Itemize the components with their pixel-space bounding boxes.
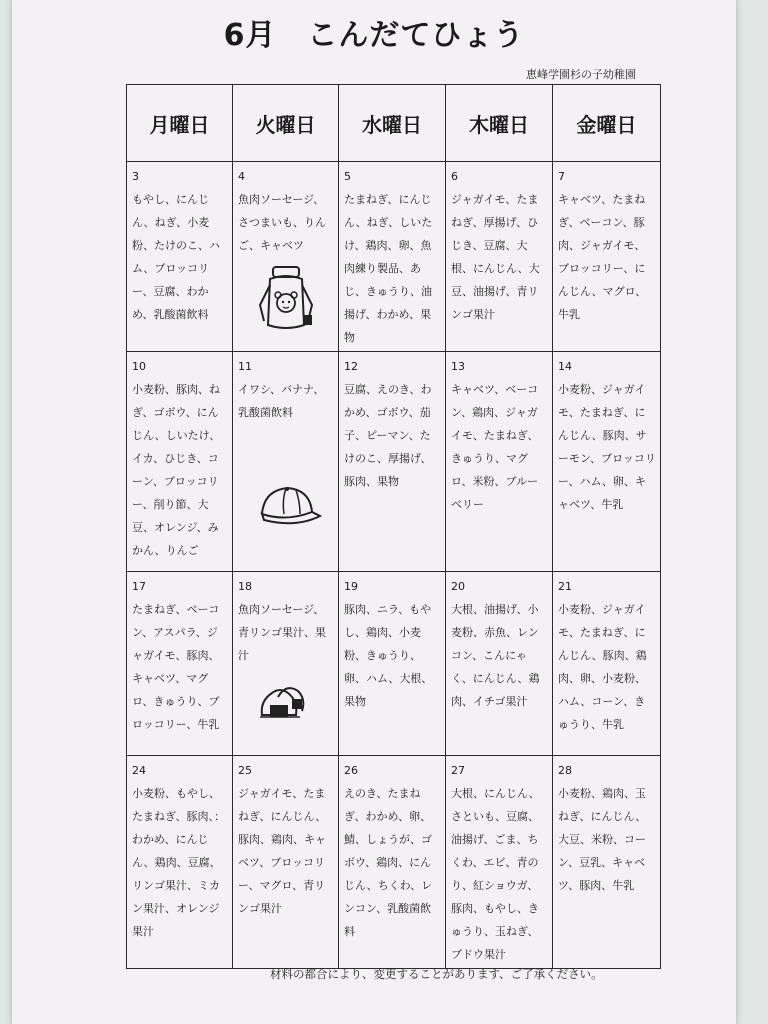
day-number: 28 bbox=[558, 764, 572, 777]
week-row-3 bbox=[127, 572, 661, 756]
day-number: 20 bbox=[451, 580, 465, 593]
day-cell bbox=[446, 162, 553, 352]
ingredient-list: 豚肉、ニラ、もやし、鶏肉、小麦粉、きゅうり、卵、ハム、大根、果物 bbox=[344, 603, 433, 708]
day-number: 7 bbox=[558, 170, 565, 183]
weekday-header-mon: 月曜日 bbox=[127, 85, 233, 162]
page-title: 6月 こんだてひょう bbox=[223, 18, 525, 53]
day-cell bbox=[553, 352, 661, 572]
day-number: 26 bbox=[344, 764, 358, 777]
day-cell bbox=[553, 162, 661, 352]
week-row-4 bbox=[127, 756, 661, 969]
ingredient-list: キャベツ、たまねぎ、ベーコン、豚肉、ジャガイモ、ブロッコリー、にんじん、マグロ、牛乳 bbox=[558, 193, 647, 321]
ingredient-list: キャベツ、ベーコン、鶏肉、ジャガイモ、たまねぎ、きゅうり、マグロ、米粉、ブルーベリー bbox=[451, 383, 539, 511]
day-number: 19 bbox=[344, 580, 358, 593]
ingredient-list: イワシ、バナナ、乳酸菌飲料 bbox=[238, 383, 325, 419]
day-number: 13 bbox=[451, 360, 465, 373]
day-cell bbox=[233, 162, 339, 352]
day-number: 4 bbox=[238, 170, 245, 183]
day-number: 21 bbox=[558, 580, 572, 593]
weekday-header-thu: 木曜日 bbox=[446, 85, 553, 162]
ingredient-list: 小麦粉、豚肉、ねぎ、ゴボウ、にんじん、しいたけ、イカ、ひじき、コーン、ブロッコリー、削り節、大豆、オレンジ、みかん、りんご bbox=[132, 383, 221, 557]
ingredient-list: たまねぎ、ベーコン、アスパラ、ジャガイモ、豚肉、キャベツ、マグロ、きゅうり、ブロッコリー、牛乳 bbox=[132, 603, 220, 731]
ingredient-list: たまねぎ、にんじん、ねぎ、しいたけ、鶏肉、卵、魚肉練り製品、あじ、きゅうり、油揚げ、わかめ、果物 bbox=[344, 193, 433, 344]
day-cell bbox=[127, 756, 233, 969]
week-row-2 bbox=[127, 352, 661, 572]
day-number: 24 bbox=[132, 764, 146, 777]
day-cell bbox=[446, 352, 553, 572]
day-cell bbox=[553, 572, 661, 756]
ingredient-list: ジャガイモ、たまねぎ、厚揚げ、ひじき、豆腐、大根、にんじん、大豆、油揚げ、青リンゴ果汁 bbox=[451, 193, 540, 321]
footer-note: 材料の都合により、変更することがあります、ご了承ください。 bbox=[270, 967, 603, 981]
weekday-header-wed: 水曜日 bbox=[339, 85, 446, 162]
day-cell bbox=[339, 352, 446, 572]
ingredient-list: ジャガイモ、たまねぎ、にんじん、豚肉、鶏肉、キャベツ、ブロッコリー、マグロ、青リンゴ果汁 bbox=[238, 787, 327, 915]
ingredient-list: 大根、油揚げ、小麦粉、赤魚、レンコン、こんにゃく、にんじん、鶏肉、イチゴ果汁 bbox=[451, 603, 540, 708]
day-number: 5 bbox=[344, 170, 351, 183]
ingredient-list: 豆腐、えのき、わかめ、ゴボウ、茄子、ピーマン、たけのこ、厚揚げ、豚肉、果物 bbox=[344, 383, 432, 488]
day-number: 17 bbox=[132, 580, 146, 593]
day-number: 27 bbox=[451, 764, 465, 777]
day-number: 14 bbox=[558, 360, 572, 373]
menu-sheet bbox=[12, 0, 736, 1024]
rice-ball-icon bbox=[256, 677, 306, 723]
ingredient-list: 小麦粉、もやし、たまねぎ、豚肉、： わかめ、にんじん、鶏肉、豆腐、リンゴ果汁、ミカン果汁、オレンジ果汁 bbox=[132, 787, 231, 938]
ingredient-list: えのき、たまねぎ、わかめ、卵、鯖、しょうが、ゴボウ、鶏肉、にんじん、ちくわ、レンコン、乳酸菌飲料 bbox=[344, 787, 433, 938]
ingredient-list: 小麦粉、ジャガイモ、たまねぎ、にんじん、豚肉、鶏肉、卵、小麦粉、ハム、コーン、きゅうり、牛乳 bbox=[558, 603, 647, 731]
weekday-header-fri: 金曜日 bbox=[553, 85, 661, 162]
weekday-header-row bbox=[127, 85, 661, 162]
day-cell bbox=[233, 756, 339, 969]
day-cell bbox=[233, 572, 339, 756]
day-number: 12 bbox=[344, 360, 358, 373]
ingredient-list: 大根、にんじん、さといも、豆腐、油揚げ、ごま、ちくわ、エビ、青のり、紅ショウガ、豚肉、もやし、きゅうり、玉ねぎ、ブドウ果汁 bbox=[451, 787, 540, 961]
day-cell bbox=[127, 352, 233, 572]
ingredient-list: 小麦粉、鶏肉、玉ねぎ、にんじん、大豆、米粉、コーン、豆乳、キャベツ、豚肉、牛乳 bbox=[558, 787, 647, 892]
thermos-bottle-icon bbox=[256, 265, 318, 331]
day-cell bbox=[553, 756, 661, 969]
day-number: 11 bbox=[238, 360, 252, 373]
day-cell bbox=[127, 572, 233, 756]
menu-table bbox=[126, 84, 661, 969]
day-number: 25 bbox=[238, 764, 252, 777]
ingredient-list: 小麦粉、ジャガイモ、たまねぎ、にんじん、豚肉、サーモン、ブロッコリー、ハム、卵、キャベツ、牛乳 bbox=[558, 383, 656, 511]
day-cell bbox=[339, 756, 446, 969]
day-cell bbox=[446, 756, 553, 969]
day-number: 18 bbox=[238, 580, 252, 593]
day-cell bbox=[446, 572, 553, 756]
week-row-1 bbox=[127, 162, 661, 352]
ingredient-list: 魚肉ソーセージ、さつまいも、りんご、キャベツ bbox=[238, 193, 326, 252]
ingredient-list: もやし、にんじん、ねぎ、小麦粉、たけのこ、ハム、ブロッコリー、豆腐、わかめ、乳酸菌飲料 bbox=[132, 193, 220, 321]
day-number: 10 bbox=[132, 360, 146, 373]
school-name: 恵峰学園杉の子幼稚園 bbox=[526, 68, 636, 81]
day-cell bbox=[127, 162, 233, 352]
day-number: 6 bbox=[451, 170, 458, 183]
weekday-header-tue: 火曜日 bbox=[233, 85, 339, 162]
day-number: 3 bbox=[132, 170, 139, 183]
cap-icon bbox=[256, 484, 322, 526]
ingredient-list: 魚肉ソーセージ、青リンゴ果汁、果汁 bbox=[238, 603, 326, 662]
day-cell bbox=[233, 352, 339, 572]
day-cell bbox=[339, 572, 446, 756]
day-cell bbox=[339, 162, 446, 352]
